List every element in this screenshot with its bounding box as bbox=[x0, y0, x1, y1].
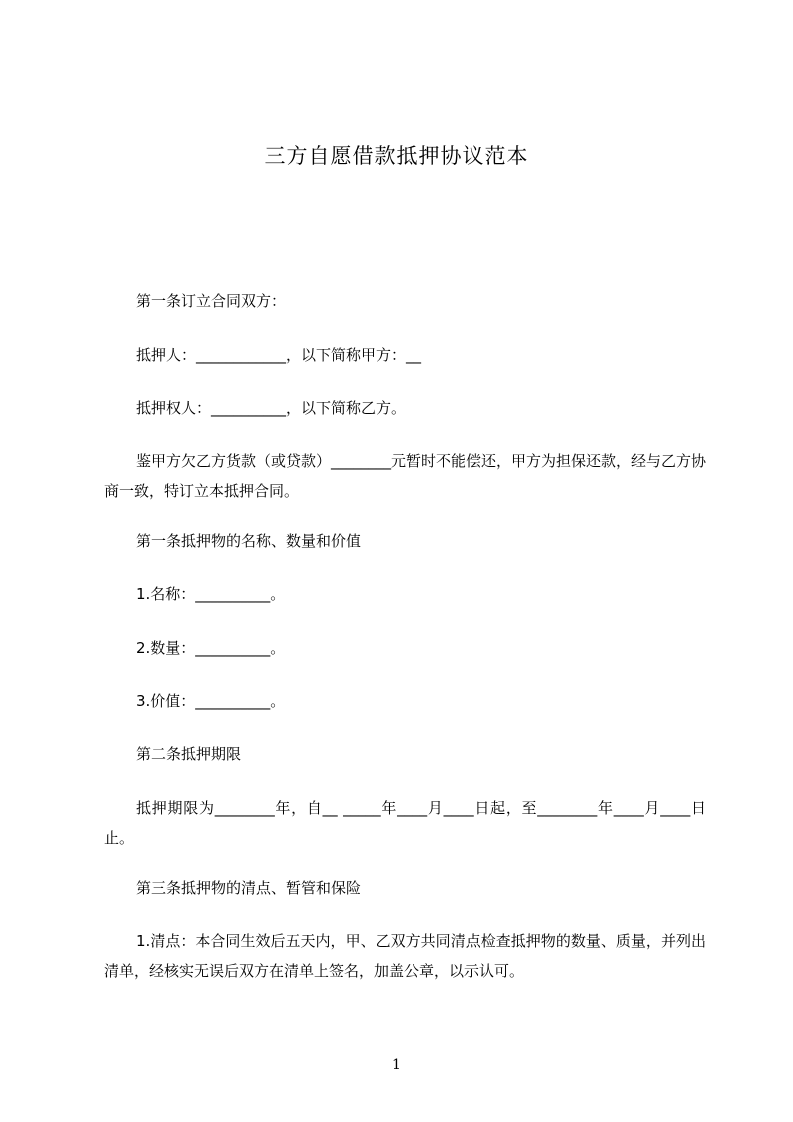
clause-3-heading: 第三条抵押物的清点、暂管和保险 bbox=[136, 879, 362, 897]
term-paragraph: 抵押期限为________年，自__ _____年____月____日起，至________年____月____日止。 bbox=[104, 799, 706, 847]
collateral-value-line: 3.价值：__________。 bbox=[136, 692, 286, 710]
collateral-heading: 第一条抵押物的名称、数量和价值 bbox=[136, 532, 362, 550]
preamble-paragraph: 鉴甲方欠乙方货款（或贷款）________元暂时不能偿还，甲方为担保还款，经与乙方协商一致，特订立本抵押合同。 bbox=[104, 452, 707, 500]
clause-1-heading: 第一条订立合同双方： bbox=[136, 292, 287, 310]
mortgagee-line: 抵押权人：__________，以下简称乙方。 bbox=[136, 399, 407, 417]
mortgagor-line: 抵押人：____________，以下简称甲方：__ bbox=[136, 346, 422, 364]
inventory-paragraph: 1.清点：本合同生效后五天内，甲、乙双方共同清点检查抵押物的数量、质量，并列出清单，经核实无误后双方在清单上签名，加盖公章，以示认可。 bbox=[104, 932, 706, 980]
page-number: 1 bbox=[392, 1057, 401, 1073]
clause-2-heading: 第二条抵押期限 bbox=[136, 745, 242, 763]
document-title: 三方自愿借款抵押协议范本 bbox=[264, 144, 529, 168]
collateral-quantity-line: 2.数量：__________。 bbox=[136, 639, 286, 657]
collateral-name-line: 1.名称：__________。 bbox=[136, 585, 286, 603]
